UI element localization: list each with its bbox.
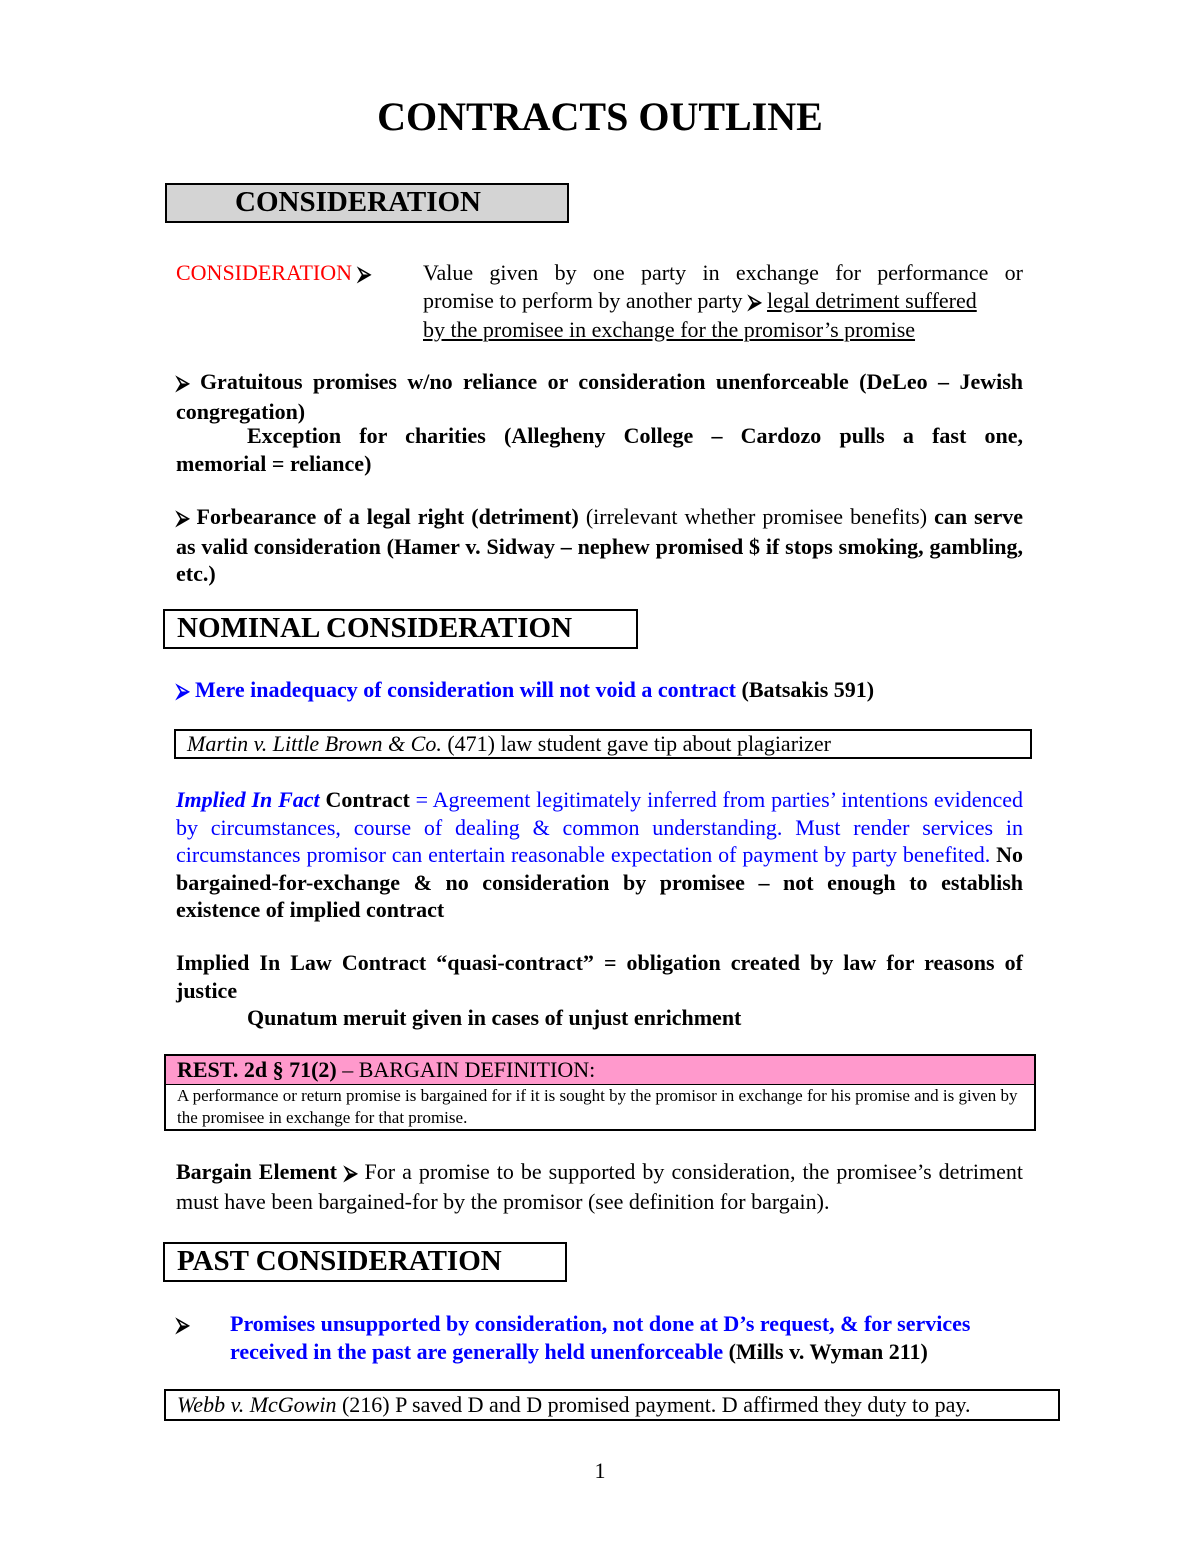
case-name: Martin v. Little Brown & Co. — [187, 731, 442, 756]
arrow-icon: ⮚ — [176, 507, 190, 529]
section-heading-consideration — [165, 183, 569, 223]
case-name: Webb v. McGowin — [177, 1392, 337, 1417]
implied-in-law: Implied In Law Contract “quasi-contract” = obligation created by law for reasons of justice — [176, 950, 1023, 1003]
charities-exception: Exception for charities (Allegheny College – Cardozo pulls a fast one, memorial = reliance) — [176, 423, 1023, 476]
consideration-term — [176, 259, 371, 289]
section-heading-nominal — [163, 609, 638, 649]
arrow-icon: ⮚ — [344, 1162, 358, 1184]
case-summary: (216) P saved D and D promised payment. D affirmed they duty to pay. — [341, 1392, 971, 1417]
section-heading-text: PAST CONSIDERATION — [177, 1245, 502, 1277]
quantum-meruit: Qunatum meruit given in cases of unjust enrichment — [247, 1005, 742, 1030]
mere-inadequacy-rule: ⮚ Mere inadequacy of consideration will not void a contract (Batsakis 591) — [176, 677, 875, 702]
document-title: CONTRACTS OUTLINE — [377, 94, 823, 139]
restatement-box — [164, 1054, 1036, 1131]
definition-line: by the promisee in exchange for the promisor’s promise — [423, 317, 916, 342]
definition-line: promise to perform by another party ⮚ legal detriment suffered — [423, 287, 977, 313]
consideration-definition — [423, 259, 1023, 344]
past-arrow — [176, 1310, 190, 1340]
case-box-webb — [164, 1389, 1060, 1421]
arrow-icon: ⮚ — [176, 372, 190, 394]
implied-in-fact: Implied In Fact Contract = Agreement legitimately inferred from parties’ intentions evidenced by circumstances, course of dealing & common understanding. Must render services in circumstances promisor can entertain reasonable expectation of payment by party benefited. No bargained-for-exchange & no consideration by promisee – not enough to establish existence of implied contract — [176, 787, 1024, 922]
arrow-icon: ⮚ — [748, 290, 762, 313]
section-heading-text: CONSIDERATION — [235, 186, 482, 218]
gratuitous-promises: ⮚ Gratuitous promises w/no reliance or consideration unenforceable (DeLeo – Jewish congregation) — [176, 369, 1023, 424]
case-box-martin — [174, 729, 1032, 759]
term-label: CONSIDERATION — [176, 260, 352, 285]
forbearance-rule: ⮚ Forbearance of a legal right (detriment) (irrelevant whether promisee benefits) can serve as valid consideration (Hamer v. Sidway – nephew promised $ if stops smoking, gambling, etc.) — [176, 504, 1023, 586]
definition-line: Value given by one party in exchange for performance or — [423, 260, 1023, 285]
section-heading-past — [163, 1242, 567, 1282]
arrow-icon: ⮚ — [176, 680, 190, 702]
restatement-text: A performance or return promise is bargained for if it is sought by the promisor in exchange for his promise and is given by the promisee in exchange for that promise. — [177, 1086, 1018, 1127]
past-consideration-rule: Promises unsupported by consideration, not done at D’s request, & for services received in the past are generally held unenforceable (Mills v. Wyman 211) — [230, 1311, 971, 1364]
arrow-icon: ⮚ — [176, 1314, 190, 1336]
case-summary: (471) law student gave tip about plagiarizer — [447, 731, 831, 756]
restatement-header: REST. 2d § 71(2) – BARGAIN DEFINITION: — [166, 1056, 1034, 1085]
page-number: 1 — [594, 1458, 606, 1483]
section-heading-text: NOMINAL CONSIDERATION — [177, 612, 573, 644]
bargain-element: Bargain Element ⮚ For a promise to be supported by consideration, the promisee’s detriment must have been bargained-for by the promisor (see definition for bargain). — [176, 1159, 1023, 1214]
arrow-icon: ⮚ — [357, 263, 371, 285]
